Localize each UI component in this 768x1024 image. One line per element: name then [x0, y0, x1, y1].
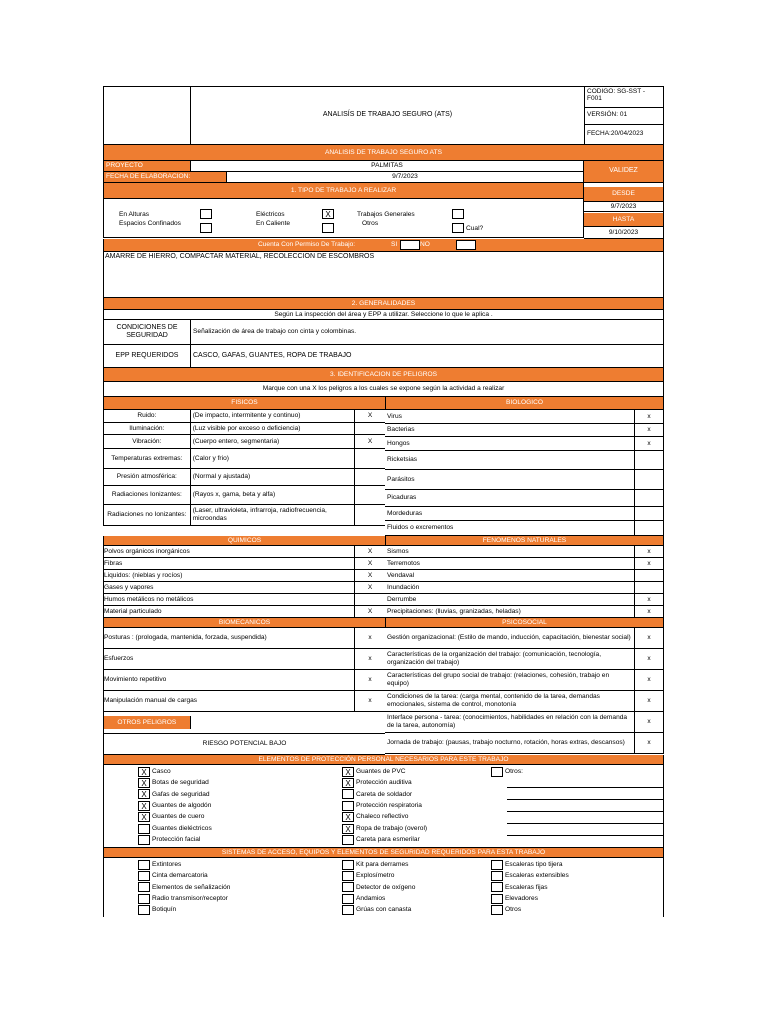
project-block: [103, 161, 664, 239]
ppe-checkbox[interactable]: [342, 835, 354, 845]
physical-row: [103, 505, 385, 526]
psychosocial-mark[interactable]: x: [647, 676, 651, 684]
system-checkbox[interactable]: [138, 905, 150, 915]
ppe-label: Protección respiratoria: [356, 802, 422, 810]
system-label: Elevadores: [505, 895, 538, 903]
other-checkbox[interactable]: [452, 223, 464, 233]
ppe-other-lines[interactable]: [507, 776, 663, 836]
physical-mark[interactable]: X: [367, 412, 373, 420]
natural-row: [385, 582, 664, 594]
biomechanical-row: [103, 628, 385, 649]
physical-name: Radiaciones Ionizantes:: [104, 486, 191, 504]
form-version: VERSIÓN: 01: [585, 108, 663, 125]
system-item: [491, 893, 569, 904]
other-hazards-value[interactable]: RIESGO POTENCIAL BAJO: [202, 740, 287, 748]
system-label: Explosímetro: [356, 872, 395, 880]
ppe-label: Ropa de trabajo (overol): [356, 824, 428, 832]
biological-mark[interactable]: [635, 490, 663, 506]
conditions-label: CONDICIONES DE SEGURIDAD: [104, 320, 191, 344]
ppe-item: [342, 800, 427, 811]
general-title: 2. GENERALIDADES: [104, 298, 663, 309]
systems-title: SISTEMAS DE ACCESO, EQUIPOS Y ELEMENTOS DE SEGURIDAD REQUERIDOS PARA ESTA TRABAJO: [104, 848, 663, 857]
permit-row: [103, 239, 664, 252]
system-checkbox[interactable]: [342, 894, 354, 904]
natural-row: [385, 606, 664, 618]
system-label: Kit para derrames: [356, 860, 409, 868]
ppe-label: Casco: [152, 767, 171, 775]
biological-row: [385, 424, 664, 437]
ppe-label: Careta para esmerilar: [356, 836, 420, 844]
natural-mark[interactable]: [635, 570, 663, 581]
system-checkbox[interactable]: [491, 894, 503, 904]
general-title-row: [103, 298, 664, 310]
conditions-value[interactable]: Señalización de área de trabajo con cinta y colombinas.: [193, 328, 357, 336]
physical-name: Iluminación:: [104, 423, 191, 434]
ppe-label: Guantes de PVC: [356, 767, 406, 775]
ppe-checkbox[interactable]: X: [342, 824, 354, 834]
psychosocial-mark[interactable]: x: [647, 718, 651, 726]
ppe-title: ELEMENTOS DE PROTECCIÓN PERSONAL NECESARIOS PARA ESTE TRABAJO: [104, 755, 663, 764]
natural-name: Terremotos: [385, 558, 635, 569]
psychosocial-name: Interface persona - tarea: (conocimientos, habilidades en relación con la demanda de la tarea, autonomía): [385, 712, 635, 732]
biomechanical-header: BIOMECANICOS: [104, 618, 386, 627]
epp-required-label: EPP REQUERIDOS: [104, 345, 191, 367]
ppe-item: [138, 823, 212, 834]
work-type-general: Trabajos Generales: [357, 211, 415, 218]
systems-title-row: [103, 848, 664, 858]
natural-row: [385, 546, 664, 558]
physical-name: Presión atmosférica:: [104, 469, 191, 485]
biomechanical-row: [103, 649, 385, 670]
ppe-checkbox[interactable]: [138, 824, 150, 834]
to-date[interactable]: 9/10/2023: [584, 227, 663, 239]
natural-name: Precipitaciones: (lluvias, granizadas, heladas): [385, 606, 635, 617]
system-item: [138, 859, 230, 870]
chemical-row: [103, 594, 385, 606]
work-type-other: Otros: [362, 220, 379, 227]
physical-mark[interactable]: [355, 423, 385, 434]
validity-label: VALIDEZ: [584, 161, 663, 183]
ppe-item: [138, 834, 212, 845]
biological-name: Parásitos: [385, 470, 635, 489]
biomechanical-row: [103, 691, 385, 712]
biological-row: [385, 470, 664, 490]
natural-name: Derrumbe: [385, 594, 635, 605]
system-label: Elementos de señalización: [152, 883, 231, 891]
validity-block: [584, 161, 664, 239]
psychosocial-row: [385, 628, 664, 649]
work-type-title: 1. TIPO DE TRABAJO A REALIZAR: [104, 183, 583, 198]
chemical-row: [103, 582, 385, 594]
ppe-title-row: [103, 755, 664, 765]
biological-name: Bacterias: [385, 424, 635, 436]
work-type-options: [103, 199, 584, 238]
chemical-mark[interactable]: X: [367, 607, 373, 615]
system-checkbox[interactable]: [342, 882, 354, 892]
other-hazards-row: [103, 712, 385, 734]
system-checkbox[interactable]: [138, 882, 150, 892]
system-label: Otros: [505, 906, 522, 914]
system-label: Escaleras fijas: [505, 883, 548, 891]
from-label: DESDE: [584, 187, 663, 202]
physical-desc: (Cuerpo entero, segmentaria): [191, 435, 355, 448]
biomechanical-name: Posturas : (prologada, mantenida, forzada, suspendida): [104, 628, 355, 648]
chemical-name: Gases y vapores: [104, 582, 355, 593]
physical-desc: (Normal y ajustada): [191, 469, 355, 485]
ppe-checkbox[interactable]: X: [342, 767, 354, 777]
system-checkbox[interactable]: [491, 871, 503, 881]
physical-mark[interactable]: [355, 469, 385, 485]
ppe-label: Protección auditiva: [356, 779, 412, 787]
biological-header: BIOLOGICO: [386, 397, 663, 409]
psychosocial-row: [385, 712, 664, 733]
chemical-row: [103, 570, 385, 582]
system-item: [491, 905, 569, 916]
work-type-hot: En Caliente: [256, 220, 291, 227]
physical-desc: (Luz visible por exceso o deficiencia): [191, 423, 355, 434]
biological-row: [385, 451, 664, 470]
psychosocial-mark[interactable]: x: [647, 739, 651, 747]
ppe-checkbox[interactable]: [342, 789, 354, 799]
psychosocial-row: [385, 733, 664, 754]
general-checkbox[interactable]: [452, 209, 464, 219]
system-checkbox[interactable]: [491, 860, 503, 870]
bm-psi-table: [103, 628, 664, 755]
ppe-checkbox[interactable]: X: [138, 801, 150, 811]
ppe-checkbox[interactable]: X: [342, 778, 354, 788]
logo-area: [104, 87, 191, 144]
system-label: Detector de oxígeno: [356, 883, 416, 891]
biological-mark[interactable]: [635, 470, 663, 489]
ppe-checkbox[interactable]: X: [138, 767, 150, 777]
ppe-item: [138, 789, 212, 800]
permit-no-label: NO: [420, 241, 430, 248]
chemical-row: [103, 558, 385, 570]
permit-yes-label: SI: [391, 241, 398, 248]
system-item: [138, 893, 230, 904]
ppe-item: [342, 766, 427, 777]
ppe-checkbox[interactable]: [342, 801, 354, 811]
biological-mark[interactable]: [635, 451, 663, 469]
biological-row: [385, 437, 664, 451]
chemical-name: Polvos orgánicos inorgánicos: [104, 546, 355, 557]
system-label: Andamios: [356, 895, 386, 903]
psychosocial-mark[interactable]: x: [647, 655, 651, 663]
biological-name: Virus: [385, 410, 635, 423]
systems-block: [103, 858, 664, 917]
project-row: [103, 161, 584, 172]
psychosocial-name: Características de la organización del trabajo: (comunicación, tecnología, organización del trabajo): [385, 649, 635, 669]
physical-desc: (Laser, ultravioleta, infrarroja, radiofrecuencia, microondas: [191, 505, 355, 525]
ppe-label: Gafas de seguridad: [152, 790, 210, 798]
psychosocial-mark[interactable]: x: [647, 634, 651, 642]
heights-checkbox[interactable]: [200, 209, 212, 219]
project-value[interactable]: PALMITAS: [371, 162, 403, 170]
physical-desc: (Rayos x, gama, beta y alfa): [191, 486, 355, 504]
biological-name: Ricketsias: [385, 451, 635, 469]
ppe-item: [138, 777, 212, 788]
physical-name: Temperaturas extremas:: [104, 449, 191, 468]
physical-row: [103, 435, 385, 449]
ppe-label: Careta de soldador: [356, 790, 413, 798]
physical-mark[interactable]: X: [367, 437, 373, 445]
system-item: [342, 870, 415, 881]
system-item: [491, 859, 569, 870]
physical-name: Ruido:: [104, 410, 191, 422]
physical-header: FISICOS: [104, 397, 386, 409]
ppe-label: Chaleco reflectivo: [356, 813, 409, 821]
system-checkbox[interactable]: [138, 894, 150, 904]
permit-label: Cuenta Con Permiso De Trabajo:: [258, 241, 356, 248]
which-label: Cual?: [466, 225, 484, 232]
bm-psi-header: [103, 618, 664, 628]
physical-row: [103, 449, 385, 469]
psychosocial-name: Jornada de trabajo: (pausas, trabajo nocturno, rotación, horas extras, descansos): [385, 733, 635, 753]
ppe-label: Protección facial: [152, 836, 201, 844]
system-label: Extintores: [152, 860, 182, 868]
hazards-title: 3. IDENTIFICACION DE PELIGROS: [104, 368, 663, 381]
ppe-block: [103, 765, 664, 848]
biological-row: [385, 490, 664, 507]
system-item: [138, 882, 230, 893]
permit-yes-checkbox[interactable]: [400, 240, 420, 250]
project-label: PROYECTO: [104, 161, 191, 171]
chemical-mark[interactable]: X: [367, 583, 373, 591]
elaboration-date-value[interactable]: 9/7/2023: [392, 173, 418, 181]
quim-fen-header: [103, 536, 664, 546]
psychosocial-name: Gestión organizacional: (Estilo de mando, inducción, capacitación, bienestar social): [385, 628, 635, 648]
physical-row: [103, 486, 385, 505]
physical-desc: (De impacto, intermitente y continuo): [191, 410, 355, 422]
ppe-item: [138, 812, 212, 823]
system-item: [491, 870, 569, 881]
epp-required-row: [103, 345, 664, 368]
system-label: Escaleras extensibles: [505, 872, 569, 880]
work-type-electric: Eléctricos: [256, 211, 285, 218]
system-checkbox[interactable]: [342, 905, 354, 915]
ppe-item: [138, 800, 212, 811]
physical-name: Vibración:: [104, 435, 191, 448]
natural-mark[interactable]: x: [647, 559, 651, 567]
biological-name: Mordeduras: [385, 507, 635, 520]
work-type-heights: En Alturas: [119, 211, 150, 218]
chemical-row: [103, 546, 385, 558]
system-label: Escaleras tipo tijera: [505, 860, 563, 868]
biomechanical-mark[interactable]: x: [368, 655, 372, 663]
system-checkbox[interactable]: [491, 905, 503, 915]
ppe-item: [342, 834, 427, 845]
biological-mark[interactable]: x: [647, 426, 651, 434]
elaboration-date-label: FECHA DE ELABORACION:: [104, 172, 227, 182]
work-type-confined: Espacios Confinados: [119, 220, 181, 227]
hazards-note-row: [103, 382, 664, 397]
biological-name: Picaduras: [385, 490, 635, 506]
form-title: ANALISÍS DE TRABAJO SEGURO (ATS): [191, 87, 585, 144]
ppe-label: Botas de seguridad: [152, 779, 209, 787]
form-code: CODIGO: SG-SST - F001: [585, 87, 663, 108]
biological-name: Fluidos o excrementos: [385, 521, 635, 535]
ppe-other-checkbox[interactable]: [491, 767, 503, 777]
ppe-item: [138, 766, 212, 777]
ppe-checkbox[interactable]: X: [342, 812, 354, 822]
biological-mark[interactable]: [635, 521, 663, 535]
quim-fen-table: [103, 546, 664, 618]
ppe-item: [342, 812, 427, 823]
biomechanical-mark[interactable]: x: [368, 676, 372, 684]
natural-mark[interactable]: x: [647, 607, 651, 615]
chemical-name: Humos metálicos no metálicos: [104, 594, 355, 605]
ppe-checkbox[interactable]: X: [138, 812, 150, 822]
electric-checkbox[interactable]: X: [322, 209, 334, 219]
physical-name: Radiaciones no Ionizantes:: [104, 505, 191, 525]
system-label: Grúas con canasta: [356, 906, 412, 914]
natural-name: Sismos: [385, 546, 635, 557]
physical-row: [103, 410, 385, 423]
work-description-text: AMARRE DE HIERRO, COMPACTAR MATERIAL, RECOLECCION DE ESCOMBROS: [105, 253, 375, 260]
psychosocial-name: Condiciones de la tarea: (carga mental, contenido de la tarea, demandas emocionales, sistema de control, monotonía: [385, 691, 635, 711]
system-item: [342, 859, 415, 870]
permit-no-checkbox[interactable]: [456, 240, 476, 250]
biological-row: [385, 507, 664, 521]
epp-required-value[interactable]: CASCO, GAFAS, GUANTES, ROPA DE TRABAJO: [193, 351, 352, 359]
psychosocial-row: [385, 649, 664, 670]
natural-mark[interactable]: x: [647, 547, 651, 555]
ppe-checkbox[interactable]: X: [138, 778, 150, 788]
form-header: [103, 86, 664, 145]
physical-desc: (Calor y frio): [191, 449, 355, 468]
system-checkbox[interactable]: [342, 871, 354, 881]
form-meta: [585, 87, 663, 144]
hazards-note: Marque con una X los peligros a los cuales se expone según la actividad a realizar: [262, 385, 505, 393]
ppe-item: [342, 789, 427, 800]
system-item: [342, 905, 415, 916]
chemical-name: Liquidos: (nieblas y rocíos): [104, 570, 355, 581]
chemical-header: QUIMICOS: [104, 536, 386, 545]
system-item: [138, 905, 230, 916]
ppe-other-label: Otros:: [505, 767, 523, 775]
natural-row: [385, 558, 664, 570]
biological-mark[interactable]: x: [647, 412, 651, 420]
system-label: Cinta demarcatoria: [152, 872, 208, 880]
system-item: [342, 882, 415, 893]
physical-mark[interactable]: [355, 449, 385, 468]
natural-header: FENOMENOS NATURALES: [386, 536, 663, 545]
chemical-mark[interactable]: X: [367, 571, 373, 579]
chemical-name: Fibras: [104, 558, 355, 569]
biomechanical-name: Movimiento repetitivo: [104, 670, 355, 690]
biological-name: Hongos: [385, 437, 635, 450]
date-row: [103, 172, 584, 183]
work-type-title-row: [103, 183, 584, 199]
other-hazards-value-row: [103, 734, 385, 755]
form-date: FECHA:20/04/2023: [587, 130, 644, 137]
system-checkbox[interactable]: [138, 860, 150, 870]
confined-checkbox[interactable]: [200, 223, 212, 233]
biomechanical-mark[interactable]: x: [368, 634, 372, 642]
ppe-checkbox[interactable]: [138, 835, 150, 845]
hot-checkbox[interactable]: [322, 223, 334, 233]
fis-bio-table: [103, 410, 664, 536]
physical-row: [103, 469, 385, 486]
biological-mark[interactable]: [635, 507, 663, 520]
system-item: [342, 893, 415, 904]
physical-mark[interactable]: [355, 486, 385, 504]
physical-mark[interactable]: [355, 505, 385, 525]
from-date[interactable]: 9/7/2023: [584, 202, 663, 212]
biological-row: [385, 521, 664, 536]
system-label: Radio transmisor/receptor: [152, 895, 228, 903]
system-checkbox[interactable]: [491, 882, 503, 892]
biomechanical-mark[interactable]: x: [368, 697, 372, 705]
chemical-mark[interactable]: X: [367, 547, 373, 555]
work-description[interactable]: [103, 252, 664, 298]
system-label: Botiquín: [152, 906, 177, 914]
natural-name: Inundación: [385, 582, 635, 593]
psychosocial-row: [385, 670, 664, 691]
ats-form: [103, 86, 664, 917]
biological-mark[interactable]: x: [647, 439, 651, 447]
ppe-checkbox[interactable]: X: [138, 789, 150, 799]
psychosocial-name: Características del grupo social de trabajo: (relaciones, cohesión, trabajo en equipo): [385, 670, 635, 690]
natural-mark[interactable]: [635, 582, 663, 593]
biomechanical-name: Esfuerzos: [104, 649, 355, 669]
system-item: [138, 870, 230, 881]
ppe-label: Guantes de cuero: [152, 813, 205, 821]
general-note-row: [103, 310, 664, 320]
fis-bio-header: [103, 397, 664, 410]
ppe-label: Guantes de algodón: [152, 802, 212, 810]
natural-name: Vendaval: [385, 570, 635, 581]
natural-row: [385, 594, 664, 606]
psychosocial-header: PSICOSOCIAL: [386, 618, 663, 627]
system-checkbox[interactable]: [342, 860, 354, 870]
conditions-row: [103, 320, 664, 345]
hazards-title-row: [103, 368, 664, 382]
psychosocial-mark[interactable]: x: [647, 697, 651, 705]
psychosocial-row: [385, 691, 664, 712]
natural-row: [385, 570, 664, 582]
system-item: [491, 882, 569, 893]
ats-banner-text: ANALISIS DE TRABAJO SEGURO ATS: [104, 145, 663, 160]
ppe-item: [342, 823, 427, 834]
chemical-mark[interactable]: X: [367, 559, 373, 567]
chemical-row: [103, 606, 385, 618]
chemical-name: Material particulado: [104, 606, 355, 617]
other-hazards-header: OTROS PELIGROS: [104, 716, 191, 729]
ats-banner: [103, 145, 664, 161]
biomechanical-row: [103, 670, 385, 691]
system-checkbox[interactable]: [138, 871, 150, 881]
biological-row: [385, 410, 664, 424]
to-label: HASTA: [584, 213, 663, 227]
chemical-mark[interactable]: [355, 594, 385, 605]
natural-mark[interactable]: x: [647, 595, 651, 603]
physical-row: [103, 423, 385, 435]
ppe-label: Guantes dieléctricos: [152, 824, 212, 832]
biomechanical-name: Manipulación manual de cargas: [104, 691, 355, 711]
ppe-item: [342, 777, 427, 788]
general-note: Según La inspección del área y EPP a utilizar. Seleccione lo que le aplica .: [274, 310, 493, 318]
